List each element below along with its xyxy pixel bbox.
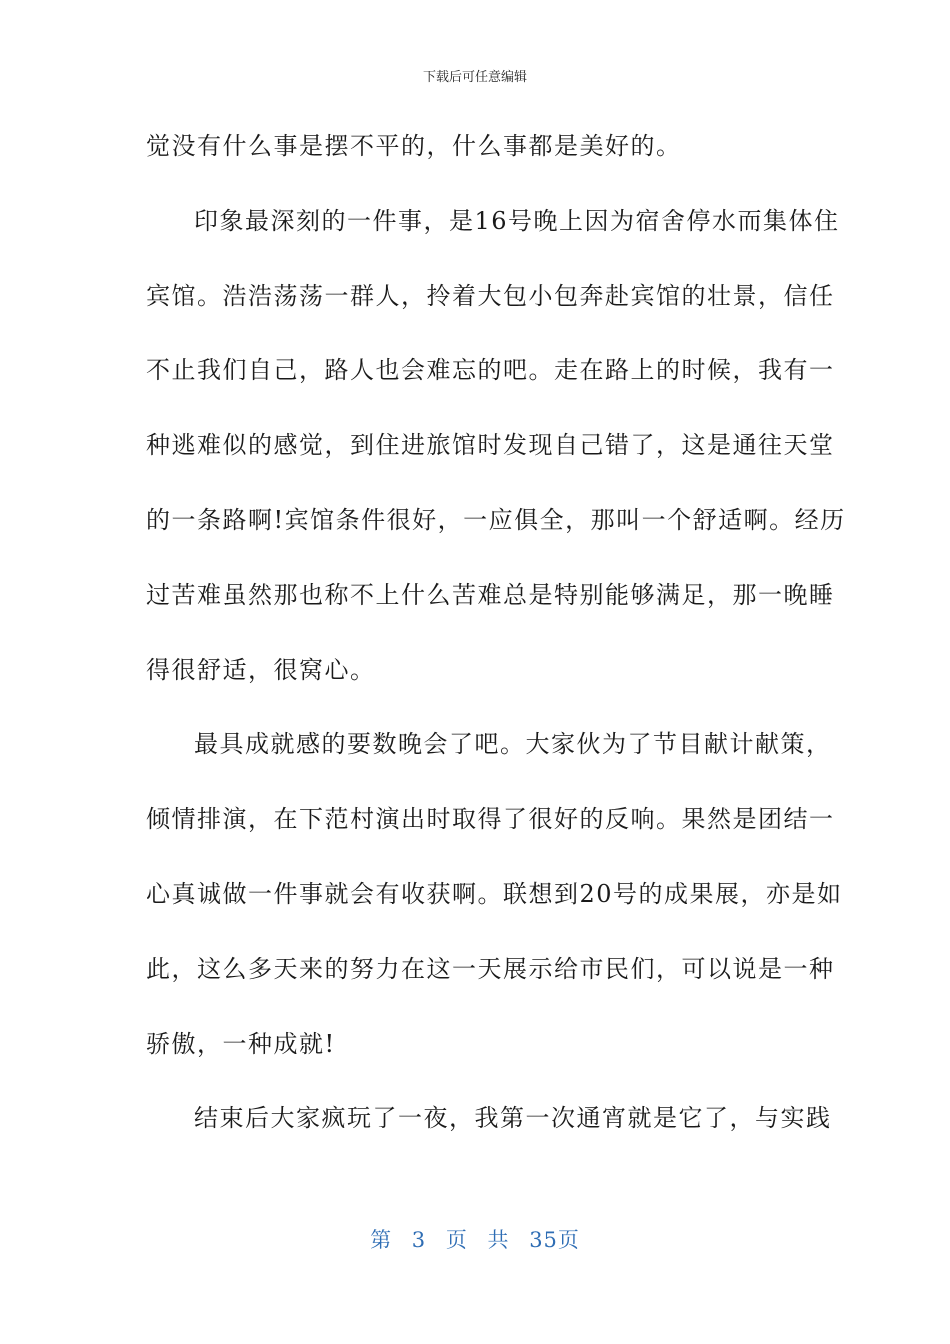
text-line: 最具成就感的要数晚会了吧。大家伙为了节目献计献策， [194,730,832,759]
text-line: 不止我们自己，路人也会难忘的吧。走在路上的时候，我有一 [146,356,835,385]
text-line: 倾情排演，在下范村演出时取得了很好的反响。果然是团结一 [146,805,835,834]
total-pages: 35页 [529,1228,580,1252]
text-line: 过苦难虽然那也称不上什么苦难总是特别能够满足，那一晚睡 [146,580,835,609]
text-line: 此，这么多天来的努力在这一天展示给市民们，可以说是一种 [146,954,835,983]
text-line: 觉没有什么事是摆不平的，什么事都是美好的。 [146,132,682,160]
text-line: 印象最深刻的一件事，是16号晚上因为宿舍停水而集体住 [194,206,840,235]
total-label: 共 [487,1228,510,1252]
text-line: 结束后大家疯玩了一夜，我第一次通宵就是它了，与实践 [194,1104,832,1133]
text-line: 得很舒适，很窝心。 [146,655,376,684]
text-line: 的一条路啊!宾馆条件很好，一应俱全，那叫一个舒适啊。经历 [146,505,846,534]
text-line: 骄傲，一种成就! [146,1029,336,1058]
text-line: 种逃难似的感觉，到住进旅馆时发现自己错了，这是通往天堂 [146,431,835,460]
document-body [146,118,846,1165]
page-label-mid: 页 [445,1228,468,1252]
text-line: 心真诚做一件事就会有收获啊。联想到20号的成果展，亦是如 [146,879,843,908]
page-number-footer [0,1224,950,1254]
page-header-note: 下载后可任意编辑 [422,70,527,85]
text-line: 宾馆。浩浩荡荡一群人，拎着大包小包奔赴宾馆的壮景，信任 [146,281,835,310]
page-label-prefix: 第 [370,1228,393,1252]
current-page-number: 3 [411,1228,427,1252]
